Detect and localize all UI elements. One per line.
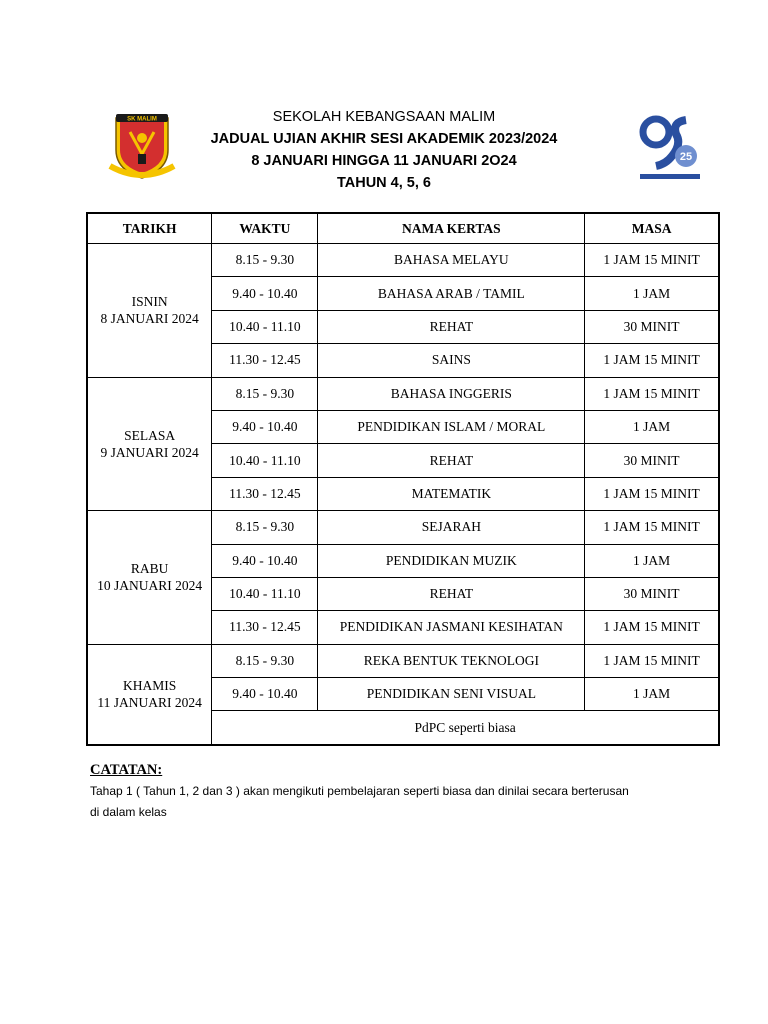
duration-cell: 1 JAM (585, 410, 719, 443)
time-cell: 9.40 - 10.40 (212, 544, 318, 577)
day-date: 8 JANUARI 2024 (100, 311, 199, 327)
time-cell: 9.40 - 10.40 (212, 678, 318, 711)
table-row (87, 511, 719, 544)
time-cell: 11.30 - 12.45 (212, 611, 318, 644)
duration-cell: 1 JAM (585, 678, 719, 711)
paper-cell: BAHASA INGGERIS (318, 377, 585, 410)
notes-line-2: di dalam kelas (90, 805, 167, 819)
notes-section (90, 762, 710, 823)
svg-text:25: 25 (679, 151, 693, 163)
day-date: 9 JANUARI 2024 (100, 444, 199, 460)
school-name: SEKOLAH KEBANGSAAN MALIM (272, 109, 496, 125)
header-waktu: WAKTU (212, 213, 318, 244)
time-cell: 9.40 - 10.40 (212, 277, 318, 310)
duration-cell: 1 JAM 15 MINIT (585, 344, 719, 377)
table-header-row (87, 213, 719, 244)
time-cell: 10.40 - 11.10 (212, 444, 318, 477)
paper-cell: PENDIDIKAN MUZIK (318, 544, 585, 577)
exam-schedule-table (86, 212, 720, 746)
time-cell: 8.15 - 9.30 (212, 244, 318, 277)
time-cell: 9.40 - 10.40 (212, 410, 318, 443)
duration-cell: 1 JAM 15 MINIT (585, 377, 719, 410)
paper-cell: SEJARAH (318, 511, 585, 544)
pdpc-note-cell: PdPC seperti biasa (212, 711, 719, 745)
paper-cell: PENDIDIKAN ISLAM / MORAL (318, 410, 585, 443)
duration-cell: 1 JAM (585, 277, 719, 310)
paper-cell: BAHASA MELAYU (318, 244, 585, 277)
day-name: KHAMIS (122, 678, 177, 694)
duration-cell: 1 JAM 15 MINIT (585, 511, 719, 544)
paper-cell: PENDIDIKAN JASMANI KESIHATAN (318, 611, 585, 644)
time-cell: 11.30 - 12.45 (212, 344, 318, 377)
time-cell: 11.30 - 12.45 (212, 477, 318, 510)
paper-cell: REHAT (318, 310, 585, 343)
paper-cell: MATEMATIK (318, 477, 585, 510)
day-cell-rabu (87, 511, 212, 645)
time-cell: 8.15 - 9.30 (212, 511, 318, 544)
duration-cell: 1 JAM 15 MINIT (585, 644, 719, 677)
day-name: ISNIN (131, 294, 168, 310)
duration-cell: 1 JAM (585, 544, 719, 577)
time-cell: 8.15 - 9.30 (212, 377, 318, 410)
duration-cell: 1 JAM 15 MINIT (585, 477, 719, 510)
table-row (87, 377, 719, 410)
exam-grades: TAHUN 4, 5, 6 (336, 175, 431, 191)
svg-text:SK MALIM: SK MALIM (127, 116, 157, 123)
day-cell-khamis (87, 644, 212, 745)
exam-title: JADUAL UJIAN AKHIR SESI AKADEMIK 2023/2024 (210, 131, 558, 147)
day-name: SELASA (124, 427, 176, 443)
time-cell: 10.40 - 11.10 (212, 310, 318, 343)
paper-cell: REHAT (318, 577, 585, 610)
notes-title: CATATAN: (90, 762, 163, 778)
paper-cell: BAHASA ARAB / TAMIL (318, 277, 585, 310)
paper-cell: PENDIDIKAN SENI VISUAL (318, 678, 585, 711)
day-date: 10 JANUARI 2024 (97, 578, 203, 594)
time-cell: 8.15 - 9.30 (212, 644, 318, 677)
paper-cell: SAINS (318, 344, 585, 377)
header-masa: MASA (585, 213, 719, 244)
paper-cell: REHAT (318, 444, 585, 477)
exam-dates: 8 JANUARI HINGGA 11 JANUARI 2O24 (251, 153, 517, 169)
duration-cell: 30 MINIT (585, 577, 719, 610)
table-row (87, 244, 719, 277)
day-date: 11 JANUARI 2024 (97, 695, 202, 711)
duration-cell: 30 MINIT (585, 444, 719, 477)
document-header (0, 106, 768, 194)
time-cell: 10.40 - 11.10 (212, 577, 318, 610)
paper-cell: REKA BENTUK TEKNOLOGI (318, 644, 585, 677)
header-tarikh: TARIKH (87, 213, 212, 244)
day-name: RABU (130, 561, 169, 577)
day-cell-selasa (87, 377, 212, 511)
header-nama-kertas: NAMA KERTAS (318, 213, 585, 244)
day-cell-isnin (87, 244, 212, 378)
duration-cell: 30 MINIT (585, 310, 719, 343)
table-row (87, 644, 719, 677)
duration-cell: 1 JAM 15 MINIT (585, 611, 719, 644)
duration-cell: 1 JAM 15 MINIT (585, 244, 719, 277)
notes-line-1: Tahap 1 ( Tahun 1, 2 dan 3 ) akan mengikuti pembelajaran seperti biasa dan dinilai secara berterusan (90, 784, 629, 798)
